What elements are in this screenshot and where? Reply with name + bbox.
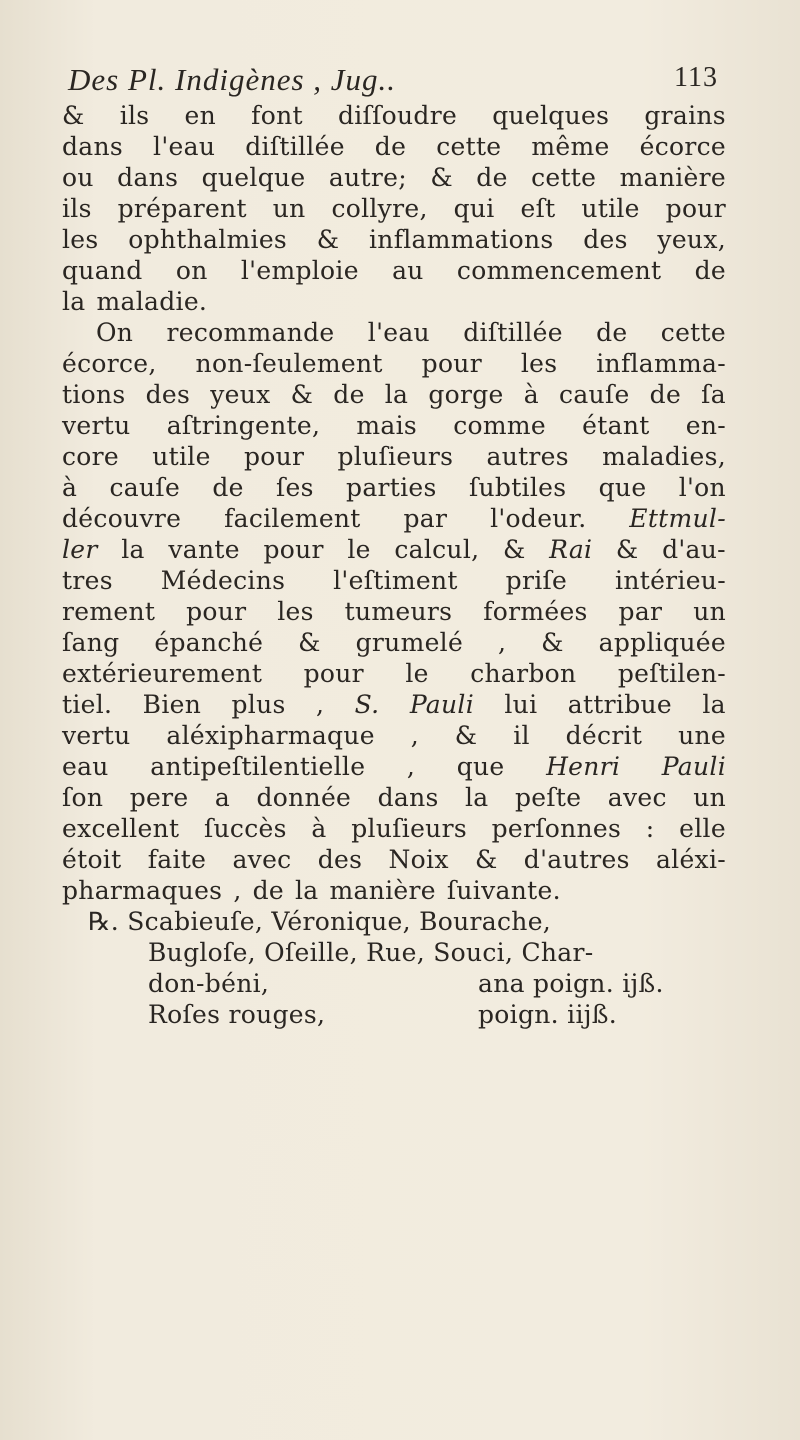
word: manière: [329, 876, 436, 905]
word: décrit: [565, 721, 643, 750]
word: perſonnes: [491, 814, 622, 843]
word: l'emploie: [240, 256, 359, 285]
word: que: [598, 473, 647, 502]
word: pere: [129, 783, 189, 812]
word: &: [615, 535, 639, 564]
word: par: [618, 597, 663, 626]
word: &: [430, 163, 453, 192]
word: tions: [62, 380, 126, 409]
word: d'au-: [662, 535, 726, 564]
word: à: [62, 473, 78, 502]
word: diſtillée: [463, 318, 563, 347]
word: la: [702, 690, 726, 719]
word: yeux: [210, 380, 271, 409]
word: la: [121, 535, 145, 564]
word: pour: [263, 535, 324, 564]
word: quelques: [492, 101, 610, 130]
text-line: [62, 565, 726, 596]
word: un: [693, 783, 726, 812]
text-line: [62, 131, 726, 162]
word: &: [541, 628, 564, 657]
word: de: [596, 318, 628, 347]
word: un: [693, 597, 726, 626]
word: pour: [665, 194, 726, 223]
word: utile: [152, 442, 211, 471]
word: eſt: [520, 194, 556, 223]
word: Rai: [549, 535, 593, 564]
word: ſes: [275, 473, 314, 502]
recipe-ingredient: Roſes rouges,: [148, 1000, 326, 1029]
word: extérieurement: [62, 659, 263, 688]
word: étoit: [62, 845, 122, 874]
word: On: [96, 318, 134, 347]
text-line: [62, 286, 726, 317]
word: calcul,: [394, 535, 480, 564]
word: le: [405, 659, 429, 688]
recipe-line: [62, 937, 726, 968]
running-header: [68, 62, 718, 102]
word: la: [62, 287, 86, 316]
text-line: [62, 255, 726, 286]
word: antipeſtilentielle: [150, 752, 366, 781]
page-number: 113: [674, 62, 718, 93]
word: cette: [436, 132, 502, 161]
word: peſte: [514, 783, 582, 812]
recipe-ingredient: Bugloſe, Oſeille, Rue, Souci, Char-: [148, 938, 594, 967]
word: recommande: [166, 318, 335, 347]
word: avec: [232, 845, 292, 874]
word: une: [678, 721, 726, 750]
word: de: [252, 876, 284, 905]
word: de: [212, 473, 244, 502]
word: étant: [582, 411, 650, 440]
word: les: [520, 349, 558, 378]
word: donnée: [256, 783, 352, 812]
word: lui: [504, 690, 538, 719]
word: en: [184, 101, 217, 130]
word: de: [694, 256, 726, 285]
word: avec: [607, 783, 667, 812]
text-line: [62, 472, 726, 503]
word: à: [311, 814, 327, 843]
word: à: [523, 380, 539, 409]
word: quand: [62, 256, 143, 285]
text-line: [62, 503, 726, 534]
word: ſon: [62, 783, 104, 812]
word: parties: [346, 473, 437, 502]
word: des: [583, 225, 628, 254]
text-line: [62, 193, 726, 224]
word: au: [392, 256, 424, 285]
word: mais: [356, 411, 418, 440]
word: attribue: [567, 690, 673, 719]
word: maladies,: [602, 442, 726, 471]
word: grumelé: [355, 628, 464, 657]
word: de: [476, 163, 508, 192]
word: ſang: [62, 628, 120, 657]
word: l'eau: [153, 132, 216, 161]
word: ſuivante.: [446, 876, 561, 905]
word: appliquée: [598, 628, 726, 657]
word: grains: [644, 101, 726, 130]
text-line: [62, 410, 726, 441]
word: dans: [377, 783, 439, 812]
word: le: [347, 535, 371, 564]
recipe-line: [62, 968, 726, 999]
word: pharmaques: [62, 876, 223, 905]
word: ,: [497, 628, 507, 657]
word: il: [513, 721, 530, 750]
word: quelque: [201, 163, 306, 192]
word: inflamma-: [596, 349, 726, 378]
text-line: [62, 162, 726, 193]
body-text: [62, 100, 726, 1030]
word: autres: [486, 442, 569, 471]
word: non-ſeulement: [195, 349, 383, 378]
word: &: [298, 628, 321, 657]
word: ou: [62, 163, 94, 192]
word: Pauli: [661, 752, 726, 781]
word: l'on: [678, 473, 726, 502]
word: cauſe: [109, 473, 181, 502]
word: facilement: [224, 504, 361, 533]
text-line: [62, 689, 726, 720]
word: &: [474, 845, 498, 874]
word: commencement: [456, 256, 662, 285]
word: les: [277, 597, 314, 626]
text-line: [62, 813, 726, 844]
word: Médecins: [160, 566, 286, 595]
word: :: [645, 814, 655, 843]
word: elle: [679, 814, 726, 843]
word: S.: [354, 690, 380, 719]
word: ils: [119, 101, 150, 130]
word: dans: [117, 163, 179, 192]
recipe-dose: ana poign. ijß.: [478, 969, 664, 998]
word: cette: [660, 318, 726, 347]
recipe-ingredient: ℞. Scabieuſe, Véronique, Bourache,: [88, 907, 552, 936]
word: un: [272, 194, 306, 223]
word: Noix: [388, 845, 449, 874]
word: pour: [186, 597, 247, 626]
word: la: [384, 380, 409, 409]
word: autre;: [328, 163, 407, 192]
word: ler: [62, 535, 98, 564]
word: utile: [581, 194, 640, 223]
word: peſtilen-: [617, 659, 726, 688]
word: &: [454, 721, 478, 750]
text-line: [62, 875, 726, 906]
word: les: [62, 225, 99, 254]
word: préparent: [117, 194, 247, 223]
text-line: [62, 534, 726, 565]
text-line: [62, 658, 726, 689]
word: excellent: [62, 814, 180, 843]
word: intérieu-: [615, 566, 726, 595]
word: écorce,: [62, 349, 157, 378]
word: ,: [233, 876, 242, 905]
word: rement: [62, 597, 156, 626]
word: écorce: [639, 132, 726, 161]
word: aléxi-: [655, 845, 726, 874]
word: des: [145, 380, 191, 409]
word: ,: [406, 752, 416, 781]
word: &: [290, 380, 314, 409]
text-line: [62, 317, 726, 348]
text-line: [62, 348, 726, 379]
text-line: [62, 100, 726, 131]
word: gorge: [428, 380, 504, 409]
text-line: [62, 782, 726, 813]
word: d'autres: [523, 845, 630, 874]
word: &: [502, 535, 526, 564]
word: pluſieurs: [337, 442, 454, 471]
running-title: Des Pl. Indigènes , Jug..: [68, 62, 397, 97]
word: core: [62, 442, 119, 471]
word: ils: [62, 194, 92, 223]
word: ,: [316, 690, 325, 719]
text-line: [62, 441, 726, 472]
word: tumeurs: [344, 597, 453, 626]
recipe-line: [62, 906, 726, 937]
word: par: [403, 504, 448, 533]
word: font: [251, 101, 303, 130]
text-line: [62, 720, 726, 751]
word: comme: [453, 411, 546, 440]
word: épanché: [154, 628, 264, 657]
word: de: [333, 380, 365, 409]
word: manière: [619, 163, 726, 192]
word: a: [214, 783, 231, 812]
word: l'eſtiment: [333, 566, 458, 595]
word: cette: [531, 163, 597, 192]
word: ſubtiles: [468, 473, 567, 502]
word: découvre: [62, 504, 182, 533]
word: vertu: [62, 721, 131, 750]
text-line: [62, 596, 726, 627]
word: ſa: [701, 380, 726, 409]
word: de: [649, 380, 682, 409]
word: que: [456, 752, 505, 781]
recipe-line: [62, 999, 726, 1030]
word: qui: [453, 194, 495, 223]
word: la: [465, 783, 489, 812]
word: Bien: [142, 690, 202, 719]
recipe-ingredient: don-béni,: [148, 969, 270, 998]
text-line: [62, 379, 726, 410]
word: dans: [62, 132, 124, 161]
word: collyre,: [331, 194, 428, 223]
word: diſſoudre: [337, 101, 458, 130]
word: ,: [410, 721, 419, 750]
word: eau: [62, 752, 109, 781]
word: yeux,: [657, 225, 726, 254]
word: de: [374, 132, 407, 161]
word: Ettmul-: [629, 504, 726, 533]
word: tres: [62, 566, 113, 595]
word: Pauli: [409, 690, 475, 719]
word: &: [62, 101, 85, 130]
word: aléxipharmaque: [166, 721, 375, 750]
text-line: [62, 844, 726, 875]
word: pour: [421, 349, 482, 378]
word: vertu: [62, 411, 131, 440]
word: ophthalmies: [128, 225, 288, 254]
word: on: [175, 256, 208, 285]
word: pour: [243, 442, 305, 471]
word: aſtringente,: [166, 411, 321, 440]
word: pluſieurs: [351, 814, 467, 843]
word: formées: [483, 597, 588, 626]
word: ſuccès: [203, 814, 287, 843]
word: en-: [685, 411, 726, 440]
word: tiel.: [62, 690, 113, 719]
text-line: [62, 224, 726, 255]
word: charbon: [470, 659, 577, 688]
word: diſtillée: [245, 132, 345, 161]
word: l'eau: [367, 318, 430, 347]
word: faite: [147, 845, 207, 874]
word: la: [294, 876, 319, 905]
recipe-dose: poign. iijß.: [478, 1000, 618, 1029]
word: inflammations: [369, 225, 554, 254]
word: plus: [231, 690, 286, 719]
word: pour: [303, 659, 364, 688]
word: l'odeur.: [490, 504, 587, 533]
word: Henri: [546, 752, 621, 781]
word: &: [316, 225, 340, 254]
text-line: [62, 627, 726, 658]
text-line: [62, 751, 726, 782]
word: maladie.: [96, 287, 208, 316]
word: même: [531, 132, 610, 161]
word: priſe: [505, 566, 568, 595]
word: cauſe: [559, 380, 630, 409]
word: des: [317, 845, 363, 874]
word: vante: [168, 535, 240, 564]
